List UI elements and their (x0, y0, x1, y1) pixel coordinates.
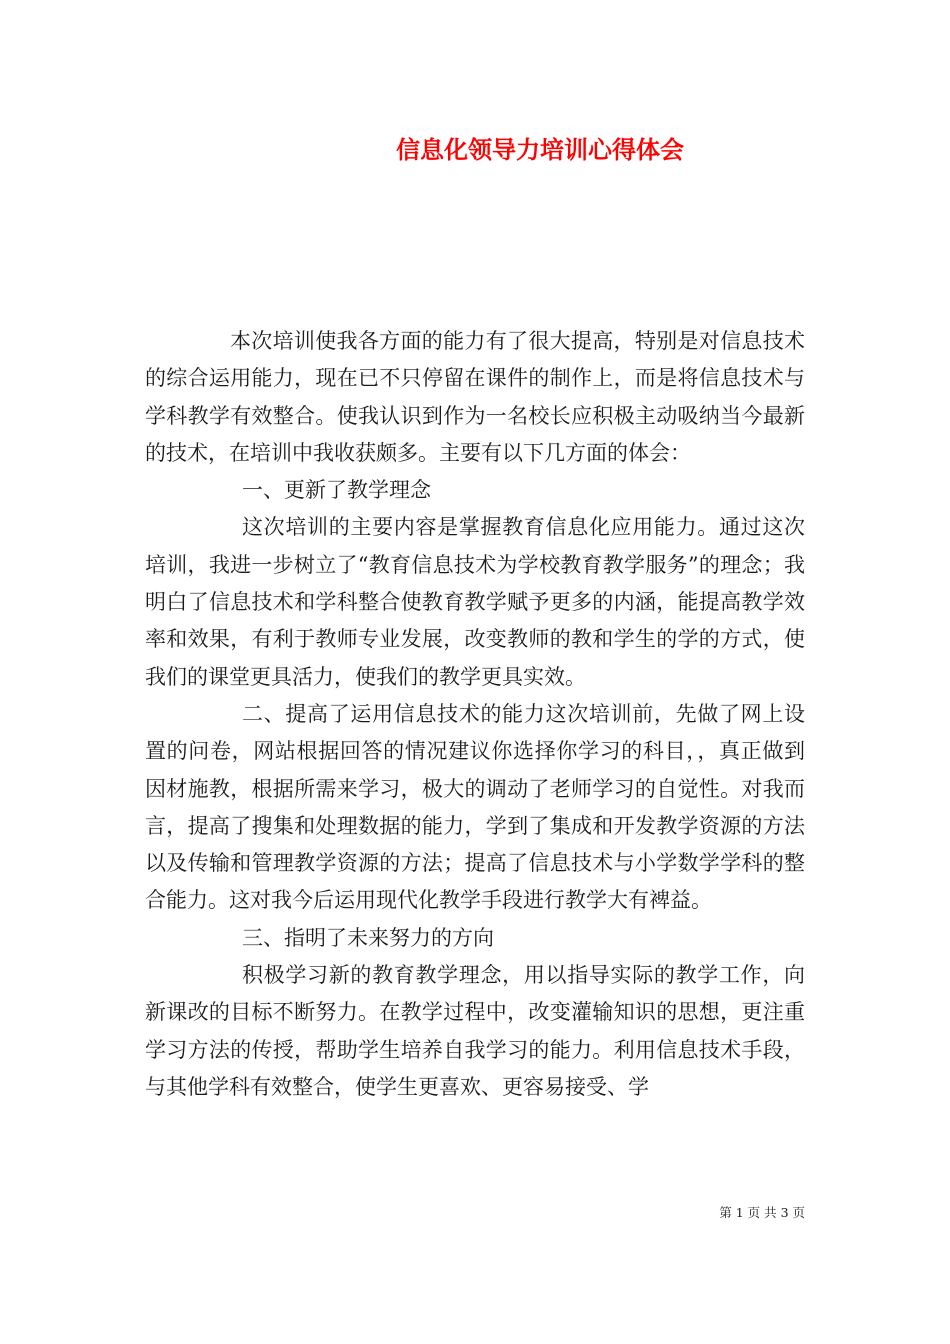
section-paragraph-3: 积极学习新的教育教学理念，用以指导实际的教学工作，向新课改的目标不断努力。在教学过程中，改变灌输知识的思想，更注重学习方法的传授，帮助学生培养自我学习的能力。利用信息技术手段，与其他学科有效整合，使学生更喜欢、更容易接受、学 (145, 963, 805, 1099)
section-paragraph-1: 这次培训的主要内容是掌握教育信息化应用能力。通过这次培训，我进一步树立了“教育信息技术为学校教育教学服务”的理念；我明白了信息技术和学科整合使教育教学赋予更多的内涵，能提高教学效率和效果，有利于教师专业发展，改变教师的教和学生的学的方式，使我们的课堂更具活力，使我们的教学更具实效。 (145, 515, 805, 689)
document-body (145, 323, 805, 1106)
section-paragraph-2: 二、提高了运用信息技术的能力这次培训前，先做了网上设置的问卷，网站根据回答的情况建议你选择你学习的科目，，真正做到因材施教，根据所需来学习，极大的调动了老师学习的自觉性。对我而言，提高了搜集和处理数据的能力，学到了集成和开发教学资源的方法以及传输和管理教学资源的方法；提高了信息技术与小学数学学科的整合能力。这对我今后运用现代化教学手段进行教学大有裨益。 (145, 701, 805, 913)
page-number-footer: 第 1 页 共 3 页 (719, 1205, 805, 1220)
section-heading-3: 三、指明了未来努力的方向 (242, 925, 494, 950)
document-title: 信息化领导力培训心得体会 (396, 136, 684, 164)
section-heading-1: 一、更新了教学理念 (242, 478, 431, 503)
intro-paragraph: 本次培训使我各方面的能力有了很大提高，特别是对信息技术的综合运用能力，现在已不只停留在课件的制作上，而是将信息技术与学科教学有效整合。使我认识到作为一名校长应积极主动吸纳当今最新的技术，在培训中我收获颇多。主要有以下几方面的体会： (145, 329, 805, 465)
